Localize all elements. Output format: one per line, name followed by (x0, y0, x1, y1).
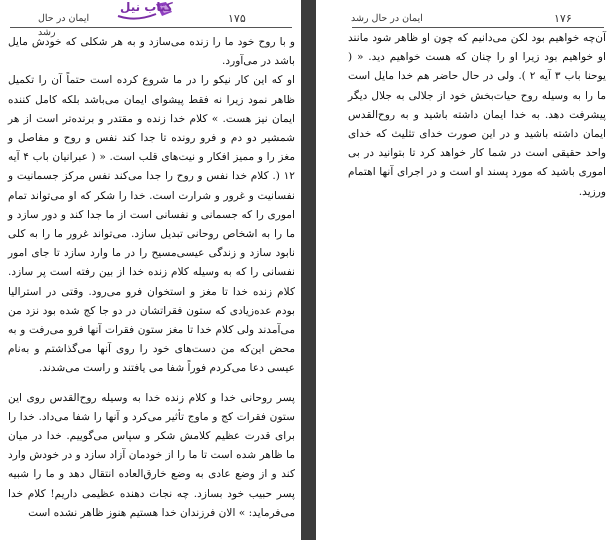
publisher-logo (116, 0, 176, 22)
running-title: ایمان در حال رشد (351, 13, 423, 24)
paragraph: و با روح خود ما را زنده می‌سازد و به هر شکلی که خودش مایل باشد در می‌آورد. (8, 36, 295, 68)
paragraph: پسر روحانی خدا و کلام زنده خدا به وسیله روح‌القدس روی این ستون فقرات کج و ماوج تأثیر می‌کرد و آنها را شفا می‌داد. خدا را برای قدرت عظیم کلامش شکر و سپاس می‌گوییم. خدا در میان ما ظاهر شده است تا ما را از خودمان آزاد سازد و در خودش وارد کند و از وضع عادی به وضع خارق‌العاده انتقال دهد و ما را شبیه پسر حبیب خود بسازد. چه نجات دهنده عظیمی داریم! کلام خدا می‌فرماید: » الان فرزندان خدا هستیم هنوز ظاهر نشده است (8, 391, 295, 519)
left-page (316, 0, 615, 540)
page-body (348, 29, 606, 202)
header-rule (352, 27, 604, 28)
paragraph: او که این کار نیکو را در ما شروع کرده است حتماً آن را تکمیل ظاهر نمود زیرا نه فقط پیشوای ایمان می‌باشد بلکه کامل کننده ایمان نیز هست. » کلام خدا زنده و مقتدر و برنده‌تر است از هر شمشیر دو دم و فرو رونده تا جدا کند نفس و روح و مفاصل و مغز را و ممیز افکار و نیت‌های قلب است. « ( عبرانیان باب ۴ آیه ۱۲ (. کلام خدا نفس و روح را جدا می‌کند نفس مرکز جسمانیت و نفسانیت و غرور و شرارت است. خدا را شکر که او می‌تواند تمام اموری را که جسمانی و نفسانی است از ما جدا کند و دور سازد و ما را به اشخاص روحانی تبدیل سازد. می‌تواند غرور ما را به کلی نابود سازد و زندگی عیسی‌مسیح را در ما وارد سازد تا جای امور نفسانی را که به وسیله کلام زنده خدا از بین رفته است پر سازد. کلام زنده خدا تا مغز و استخوان فرو می‌رود. وقتی در استرالیا بودم عده‌زیادی که ستون فقراتشان در دو جا کج شده بود نزد من می‌آمدند ولی کلام خدا تا مغز ستون فقرات آنها فرو می‌رفت و به محض این‌که من دست‌های خود را روی آنها می‌گذاشتم و به‌نام عیسی دعا می‌کردم فوراً شفا می یافتند و راست می‌شدند. (8, 74, 295, 375)
running-title: ایمان در حال رشد (38, 13, 90, 38)
book-spine-divider (301, 0, 316, 540)
right-page (0, 0, 301, 540)
page-body (8, 33, 295, 523)
logo-text: کتاب نیل (120, 0, 173, 14)
paragraph: آن‌چه خواهیم بود لکن می‌دانیم که چون او ظاهر شود مانند او خواهیم بود زیرا او را چنان که هست خواهیم دید. « ( یوحنا باب ۳ آیه ۲ ). ولی در حال حاضر هم خدا مایل است ما را به وسیله روح حیات‌بخش خود از جلالی به جلال دیگر پیشرفت دهد. به خدا ایمان داشته باشید و به روح‌القدس ایمان داشته باشید و در این صورت خدای تثلیث که خدای واحد حقیقی است در شما کار خواهد کرد تا بتوانید در بی اموری باشید که مورد پسند او است و در اجرای آنها اهتمام ورزید. (348, 32, 606, 198)
page-number: ۱۷۵ (228, 12, 246, 25)
header-rule (10, 27, 292, 28)
page-number: ۱۷۶ (554, 12, 572, 25)
